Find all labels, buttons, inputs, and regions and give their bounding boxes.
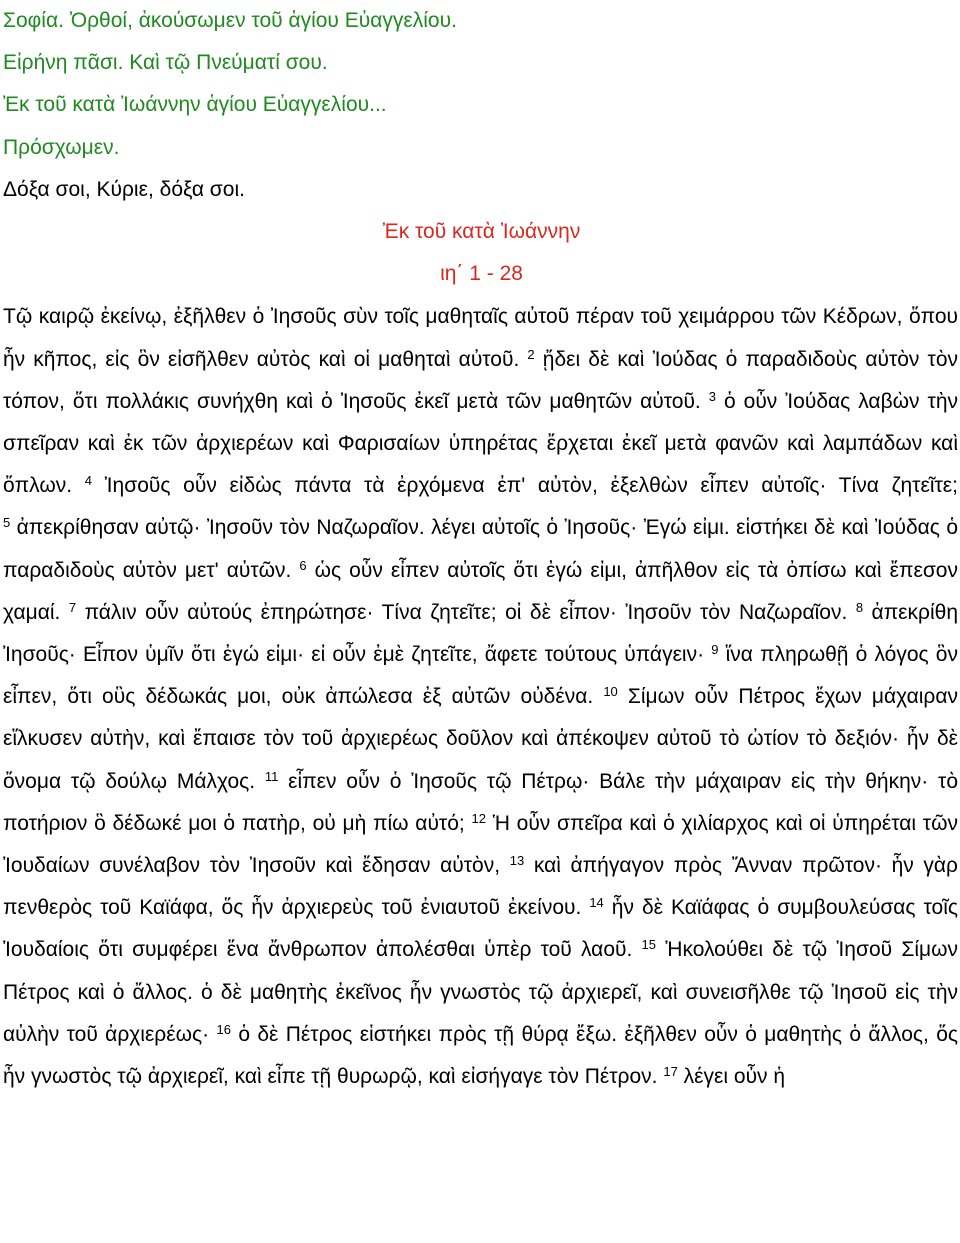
reading-reference: ιη΄ 1 - 28 bbox=[440, 262, 523, 286]
verse-text: Ἰησοῦς οὖν εἰδὼς πάντα τὰ ἐρχόμενα ἐπ' αὐτὸν, ἐξελθὼν εἶπεν αὐτοῖς· Τίνα ζητεῖτε; bbox=[104, 474, 958, 498]
verse-number: 6 bbox=[299, 557, 307, 573]
verse-number: 4 bbox=[84, 473, 92, 489]
verse-text: Ἡ οὖν σπεῖρα καὶ ὁ χιλίαρχος καὶ οἱ ὑπηρέται τῶν Ἰουδαίων συνέλαβον τὸν Ἰησοῦν καὶ ἔδησαν αὐτὸν, bbox=[3, 811, 958, 877]
verse-text: ἦν δὲ Καϊάφας ὁ συμβουλεύσας τοῖς Ἰουδαίοις ὅτι συμφέρει ἕνα ἄνθρωπον ἀπολέσθαι ὑπὲρ τοῦ λαοῦ. bbox=[3, 896, 958, 962]
verse-number: 15 bbox=[641, 937, 657, 953]
verse-text: καὶ ἀπήγαγον πρὸς Ἄνναν πρῶτον· ἦν γὰρ πενθερὸς τοῦ Καϊάφα, ὅς ἦν ἀρχιερεὺς τοῦ ἐνιαυτοῦ ἐκείνου. bbox=[3, 853, 958, 920]
verse-text: λέγει οὖν ἡ bbox=[683, 1064, 786, 1088]
verse-number: 17 bbox=[663, 1063, 678, 1079]
verse-number: 11 bbox=[264, 768, 279, 784]
verse-text: πάλιν οὖν αὐτούς ἐπηρώτησε· Τίνα ζητεῖτε; οἱ δὲ εἶπον· Ἰησοῦν τὸν Ναζωραῖον. bbox=[84, 600, 848, 624]
verse-number: 7 bbox=[68, 599, 77, 615]
dialogue-line: Πρόσχωμεν. bbox=[3, 135, 120, 159]
liturgical-dialogue bbox=[3, 0, 960, 211]
verse-text: Σίμων οὖν Πέτρος ἔχων μάχαιραν εἵλκυσεν αὐτὴν, καὶ ἔπαισε τὸν τοῦ ἀρχιερέως δοῦλον καὶ ἀπέκοψεν αὐτοῦ τὸ ὠτίον τὸ δεξιόν· ἦν δὲ ὄνομα τῷ δούλῳ Μάλχος. bbox=[3, 685, 958, 793]
verse-number: 3 bbox=[708, 388, 716, 404]
verse-text: ὁ δὲ Πέτρος εἱστήκει πρὸς τῇ θύρᾳ ἔξω. ἐξῆλθεν οὖν ὁ μαθητὴς ὁ ἄλλος, ὅς ἦν γνωστὸς τῷ ἀρχιερεῖ, καὶ εἶπε τῇ θυρωρῷ, καὶ εἰσήγαγε τὸν Πέτρον. bbox=[3, 1022, 958, 1088]
verse-number: 2 bbox=[527, 346, 535, 362]
verse-text: ἀπεκρίθη Ἰησοῦς· Εἶπον ὑμῖν ὅτι ἐγώ εἰμι· εἰ οὖν ἐμὲ ζητεῖτε, ἄφετε τούτους ὑπάγειν· bbox=[3, 600, 959, 666]
verse-number: 12 bbox=[471, 810, 486, 826]
verse-number: 5 bbox=[3, 515, 11, 531]
verse-text: ὁ οὖν Ἰούδας λαβὼν τὴν σπεῖραν καὶ ἐκ τῶν ἀρχιερέων καὶ Φαρισαίων ὑπηρέτας ἔρχεται ἐκεῖ μετὰ φανῶν καὶ λαμπάδων καὶ ὅπλων. bbox=[3, 389, 959, 498]
verse-text: Τῷ καιρῷ ἐκείνῳ, ἐξῆλθεν ὁ Ἰησοῦς σὺν τοῖς μαθηταῖς αὐτοῦ πέραν τοῦ χειμάρρου τῶν Κέδρων, ὅπου ἦν κῆπος, εἰς ὃν εἰσῆλθεν αὐτὸς καὶ οἱ μαθηταὶ αὐτοῦ. bbox=[3, 305, 958, 371]
gospel-text bbox=[3, 296, 960, 1098]
dialogue-line: Ἐκ τοῦ κατὰ Ἰωάννην ἁγίου Εὐαγγελίου... bbox=[3, 93, 387, 117]
dialogue-line: Σοφία. Ὀρθοί, ἀκούσωμεν τοῦ ἁγίου Εὐαγγελίου. bbox=[3, 9, 457, 32]
verse-number: 16 bbox=[216, 1021, 231, 1037]
dialogue-line: Εἰρήνη πᾶσι. Καὶ τῷ Πνεύματί σου. bbox=[3, 51, 328, 75]
dialogue-line: Δόξα σοι, Κύριε, δόξα σοι. bbox=[3, 177, 245, 201]
verse-number: 10 bbox=[603, 684, 618, 700]
verse-text: ᾔδει δὲ καὶ Ἰούδας ὁ παραδιδοὺς αὐτὸν τὸν τόπον, ὅτι πολλάκις συνήχθη καὶ ὁ Ἰησοῦς ἐκεῖ μετὰ τῶν μαθητῶν αὐτοῦ. bbox=[3, 347, 958, 413]
verse-number: 13 bbox=[509, 852, 525, 868]
verse-text: ἵνα πληρωθῇ ὁ λόγος ὃν εἶπεν, ὅτι οὓς δέδωκάς μοι, οὐκ ἀπώλεσα ἐξ αὐτῶν οὐδένα. bbox=[3, 642, 958, 709]
verse-number: 8 bbox=[855, 599, 864, 615]
verse-text: Ἠκολούθει δὲ τῷ Ἰησοῦ Σίμων Πέτρος καὶ ὁ ἄλλος. ὁ δὲ μαθητὴς ἐκεῖνος ἦν γνωστὸς τῷ ἀρχιερεῖ, καὶ συνεισῆλθε τῷ Ἰησοῦ εἰς τὴν αὐλὴν τοῦ ἀρχιερέως· bbox=[3, 938, 958, 1046]
verse-text: ἀπεκρίθησαν αὐτῷ· Ἰησοῦν τὸν Ναζωραῖον. λέγει αὐτοῖς ὁ Ἰησοῦς· Ἐγώ εἰμι. εἱστήκει δὲ καὶ Ἰούδας ὁ παραδιδοὺς αὐτὸν μετ' αὐτῶν. bbox=[3, 516, 958, 582]
verse-number: 9 bbox=[711, 641, 719, 657]
verse-number: 14 bbox=[589, 895, 604, 911]
verse-text: εἶπεν οὖν ὁ Ἰησοῦς τῷ Πέτρῳ· Βάλε τὴν μάχαιραν εἰς τὴν θήκην· τὸ ποτήριον ὃ δέδωκέ μοι ὁ πατὴρ, οὐ μὴ πίω αὐτό; bbox=[3, 769, 958, 835]
reading-title: Ἐκ τοῦ κατὰ Ἰωάννην bbox=[382, 219, 581, 243]
verse-text: ὡς οὖν εἶπεν αὐτοῖς ὅτι ἐγώ εἰμι, ἀπῆλθον εἰς τὰ ὀπίσω καὶ ἔπεσον χαμαί. bbox=[3, 558, 958, 624]
